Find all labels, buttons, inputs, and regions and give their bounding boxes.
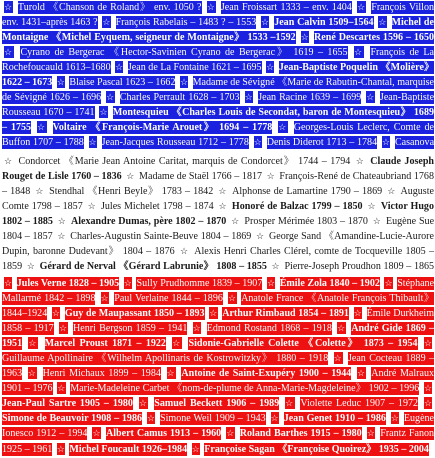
author-entry: René Descartes 1596 – 1650 bbox=[314, 32, 434, 44]
author-entry: François Villon env. 1431–après 1463 ? bbox=[2, 2, 434, 29]
author-entry: Stendhal 《Henri Beyle》 1783 – 1842 bbox=[49, 186, 214, 198]
star-separator-icon: ☆ bbox=[206, 2, 216, 12]
star-separator-icon: ☆ bbox=[423, 383, 433, 394]
author-entry: Turold 《Chanson de Roland》 env. 1050 ? bbox=[17, 2, 202, 13]
author-entry: Jean-Jacques Rousseau 1712 – 1778 bbox=[101, 137, 249, 149]
star-separator-icon: ☆ bbox=[27, 368, 37, 379]
star-separator-icon: ☆ bbox=[261, 17, 270, 28]
author-entry: Eugène Ionesco 1912 – 1994 bbox=[2, 413, 435, 440]
author-entry: Edmond Rostand 1868 – 1918 bbox=[206, 323, 332, 335]
author-entry: Sully Prudhomme 1839 – 1907 bbox=[136, 278, 263, 289]
star-separator-icon: ☆ bbox=[278, 122, 288, 133]
star-separator-icon: ☆ bbox=[366, 428, 376, 439]
author-entry: Prosper Mérimée 1803 – 1870 bbox=[244, 216, 368, 228]
star-separator-icon: ☆ bbox=[106, 92, 115, 103]
star-separator-icon: ☆ bbox=[4, 2, 13, 12]
author-entry: François de La Rochefoucauld 1613–1680 bbox=[2, 47, 435, 74]
author-entry: Alphonse de Lamartine 1790 – 1869 bbox=[232, 186, 383, 198]
author-entry: Casanova bbox=[2, 136, 434, 150]
author-entry: Voltaire 《François-Marie Arouet》 1694 – 1778 bbox=[52, 122, 273, 134]
author-entry: Jean-Baptiste Rousseau 1670 – 1741 bbox=[2, 92, 435, 119]
author-entry: Frantz Fanon 1925 – 1961 bbox=[2, 428, 435, 455]
star-separator-icon: ☆ bbox=[353, 308, 362, 319]
author-entry: Henri Michaux 1899 – 1984 bbox=[42, 368, 161, 380]
star-separator-icon: ☆ bbox=[115, 62, 124, 73]
star-separator-icon: ☆ bbox=[138, 398, 149, 409]
author-entry: Jean de La Fontaine 1621 – 1695 bbox=[127, 62, 262, 74]
star-separator-icon: ☆ bbox=[387, 186, 396, 197]
star-separator-icon: ☆ bbox=[58, 323, 68, 334]
author-entry: Honoré de Balzac 1799 – 1850 bbox=[231, 201, 363, 213]
author-entry: Samuel Beckett 1906 – 1989 bbox=[154, 398, 280, 410]
star-separator-icon: ☆ bbox=[51, 308, 61, 319]
star-separator-icon: ☆ bbox=[191, 443, 200, 454]
star-separator-icon: ☆ bbox=[99, 107, 108, 118]
star-separator-icon: ☆ bbox=[270, 413, 279, 424]
star-separator-icon: ☆ bbox=[56, 77, 65, 88]
star-separator-icon: ☆ bbox=[180, 77, 189, 88]
star-separator-icon: ☆ bbox=[57, 231, 66, 242]
star-separator-icon: ☆ bbox=[333, 353, 343, 364]
author-entry: François Rabelais – 1483 ? – 1553 bbox=[115, 17, 257, 29]
star-separator-icon: ☆ bbox=[4, 47, 15, 58]
star-separator-icon: ☆ bbox=[271, 261, 280, 272]
author-entry: Arthur Rimbaud 1854 – 1891 bbox=[222, 308, 349, 320]
author-entry: Paul Verlaine 1844 – 1896 bbox=[114, 293, 223, 305]
author-entry: Alexandre Dumas, père 1802 – 1870 bbox=[70, 216, 227, 228]
author-entry: Montesquieu 《Charles Louis de Secondat, baron de Montesquieu》 1689 – 1755 bbox=[2, 107, 435, 134]
star-separator-icon: ☆ bbox=[372, 216, 382, 227]
author-entry: Charles Perrault 1628 – 1703 bbox=[119, 92, 240, 104]
author-entry: Marie-Madeleine Carbet 《nom-de-plume de Anna-Marie-Magdeleine》 1902 – 1996 bbox=[70, 383, 420, 395]
author-entry: Charles-Augustin Sainte-Beuve 1804 – 1869 bbox=[70, 231, 252, 243]
star-separator-icon: ☆ bbox=[353, 47, 364, 58]
star-separator-icon: ☆ bbox=[57, 383, 66, 394]
star-separator-icon: ☆ bbox=[35, 186, 45, 197]
star-separator-icon: ☆ bbox=[367, 201, 376, 212]
author-entry: Guillaume Apollinaire 《Wilhelm Apollinaris de Kostrowitzky》 1880 – 1918 bbox=[2, 353, 329, 365]
star-separator-icon: ☆ bbox=[102, 17, 111, 28]
author-entry: Blaise Pascal 1623 – 1662 bbox=[69, 77, 176, 89]
author-entry: Émile Durkheim 1858 – 1917 bbox=[2, 308, 435, 335]
author-entry: Madame de Sévigné 《Marie de Rabutin-Chantal, marquise de Sévigné 1626 – 1696 bbox=[2, 77, 435, 104]
star-separator-icon: ☆ bbox=[423, 338, 432, 349]
author-entry: Michel Foucault 1926–1984 bbox=[69, 443, 188, 455]
author-entry: Jean-Baptiste Poquelin 《Molière》 1622 – 1673 bbox=[2, 62, 435, 89]
star-separator-icon: ☆ bbox=[166, 368, 176, 379]
author-entry: Jean Cocteau 1889 – 1963 bbox=[2, 353, 434, 380]
author-entry: Jean Calvin 1509–1564 bbox=[274, 17, 374, 29]
star-separator-icon: ☆ bbox=[381, 137, 391, 148]
author-entry: Simone de Beauvoir 1908 – 1986 bbox=[2, 413, 142, 425]
author-entry: Émile Zola 1840 – 1902 bbox=[279, 278, 380, 289]
star-separator-icon: ☆ bbox=[87, 201, 97, 212]
star-separator-icon: ☆ bbox=[337, 323, 346, 334]
author-entry: François-René de Chateaubriand 1768 – 1848 bbox=[2, 171, 434, 198]
author-entry: Madame de Staël 1766 – 1817 bbox=[139, 171, 263, 183]
author-entry: Condorcet 《Marie Jean Antoine Caritat, marquis de Condorcet》 1744 – 1794 bbox=[18, 156, 351, 167]
star-separator-icon: ☆ bbox=[356, 368, 367, 379]
star-separator-icon: ☆ bbox=[355, 156, 365, 166]
author-entry: Alexis Henri Charles Clérel, comte de Tocqueville 1805 – 1859 bbox=[2, 246, 434, 273]
star-separator-icon: ☆ bbox=[384, 278, 393, 288]
author-entry: Sidonie-Gabrielle Colette 《Colette》 1873 – 1954 bbox=[188, 338, 418, 350]
author-entry: Jules Verne 1828 – 1905 bbox=[16, 278, 120, 289]
author-entry: André Malraux 1901 – 1976 bbox=[2, 368, 435, 395]
author-entry: Jean Froissart 1333 – env. 1404 bbox=[220, 2, 352, 13]
author-entry: Jules Michelet 1798 – 1874 bbox=[101, 201, 214, 213]
star-separator-icon: ☆ bbox=[256, 231, 265, 242]
star-separator-icon: ☆ bbox=[56, 443, 65, 454]
author-entry: Michel de Montaigne 《Michel Eyquem, seigneur de Montaigne》 1533 –1592 bbox=[2, 17, 434, 44]
star-separator-icon: ☆ bbox=[88, 137, 97, 148]
star-separator-icon: ☆ bbox=[218, 201, 228, 212]
star-separator-icon: ☆ bbox=[266, 278, 276, 288]
star-separator-icon: ☆ bbox=[26, 261, 35, 272]
author-entry: Violette Leduc 1907 – 1972 bbox=[300, 398, 419, 410]
author-entry: Guy de Maupassant 1850 – 1893 bbox=[64, 308, 205, 320]
author-entry: George Sand 《Amandine-Lucie-Aurore Dupin, baronne Dudevant》 1804 – 1876 bbox=[2, 231, 434, 258]
star-separator-icon: ☆ bbox=[285, 398, 295, 409]
author-entry: Anatole France 《Anatole François Thibault》 1844–1924 bbox=[2, 293, 434, 320]
star-separator-icon: ☆ bbox=[28, 338, 39, 349]
star-separator-icon: ☆ bbox=[300, 32, 310, 43]
author-entry: Antoine de Saint-Exupéry 1900 – 1944 bbox=[181, 368, 352, 380]
author-entry: Albert Camus 1913 – 1960 bbox=[105, 428, 222, 440]
star-separator-icon: ☆ bbox=[100, 293, 110, 304]
star-separator-icon: ☆ bbox=[4, 278, 13, 288]
star-separator-icon: ☆ bbox=[244, 92, 254, 103]
star-separator-icon: ☆ bbox=[123, 278, 132, 288]
star-separator-icon: ☆ bbox=[266, 171, 275, 182]
author-entry: Françoise Sagan 《Françoise Quoirez》 1935 – 2004 bbox=[204, 443, 429, 455]
author-entry: Georges-Louis Leclerc, Comte de Buffon 1707 – 1788 bbox=[2, 122, 434, 149]
author-entry: Victor Hugo 1802 – 1885 bbox=[2, 201, 434, 228]
star-separator-icon: ☆ bbox=[218, 186, 227, 197]
author-entry: André Gide 1869 – 1951 bbox=[2, 323, 435, 350]
star-separator-icon: ☆ bbox=[357, 2, 366, 12]
star-separator-icon: ☆ bbox=[37, 122, 47, 133]
author-entry: Jean Racine 1639 – 1699 bbox=[258, 92, 362, 104]
star-separator-icon: ☆ bbox=[92, 428, 101, 439]
author-entry: Stéphane Mallarmé 1842 – 1898 bbox=[2, 278, 435, 305]
star-separator-icon: ☆ bbox=[253, 137, 262, 148]
author-entry: Pierre-Joseph Proudhon 1809 – 1865 bbox=[284, 261, 435, 273]
author-entry: Jean Genet 1910 – 1986 bbox=[283, 413, 386, 425]
author-entry: Eugène Sue 1804 – 1857 bbox=[2, 216, 435, 243]
author-entry: Jean-Paul Sartre 1905 – 1980 bbox=[2, 398, 133, 410]
star-separator-icon: ☆ bbox=[423, 398, 433, 409]
star-separator-icon: ☆ bbox=[231, 216, 240, 227]
star-separator-icon: ☆ bbox=[4, 156, 14, 166]
author-entry: Claude Joseph Rouget de Lisle 1760 – 1836 bbox=[2, 156, 435, 183]
author-entry: Marcel Proust 1871 – 1922 bbox=[44, 338, 166, 350]
author-entry: Roland Barthes 1915 – 1980 bbox=[239, 428, 362, 440]
star-separator-icon: ☆ bbox=[226, 428, 235, 439]
star-separator-icon: ☆ bbox=[146, 413, 156, 424]
author-entry: Simone Weil 1909 – 1943 bbox=[160, 413, 266, 425]
white-band bbox=[0, 150, 435, 276]
star-separator-icon: ☆ bbox=[227, 293, 237, 304]
star-separator-icon: ☆ bbox=[366, 92, 375, 103]
star-separator-icon: ☆ bbox=[57, 216, 67, 227]
blue-band bbox=[0, 0, 435, 150]
star-separator-icon: ☆ bbox=[209, 308, 218, 319]
star-separator-icon: ☆ bbox=[378, 17, 387, 28]
author-entry: Denis Diderot 1713 – 1784 bbox=[266, 137, 378, 149]
author-entry: Cyrano de Bergerac 《Hector-Savinien Cyrano de Bergerac》 1619 – 1655 bbox=[20, 47, 348, 59]
star-separator-icon: ☆ bbox=[126, 171, 135, 182]
star-separator-icon: ☆ bbox=[172, 338, 183, 349]
author-entry: Auguste Comte 1798 – 1857 bbox=[2, 186, 434, 213]
red-band bbox=[0, 276, 435, 458]
author-entry: Gérard de Nerval 《Gérard Labrunie》 1808 – 1855 bbox=[39, 261, 267, 273]
star-separator-icon: ☆ bbox=[390, 413, 400, 424]
star-separator-icon: ☆ bbox=[266, 62, 275, 73]
author-entry: Henri Bergson 1859 – 1941 bbox=[73, 323, 188, 335]
star-separator-icon: ☆ bbox=[179, 246, 189, 257]
star-separator-icon: ☆ bbox=[192, 323, 202, 334]
